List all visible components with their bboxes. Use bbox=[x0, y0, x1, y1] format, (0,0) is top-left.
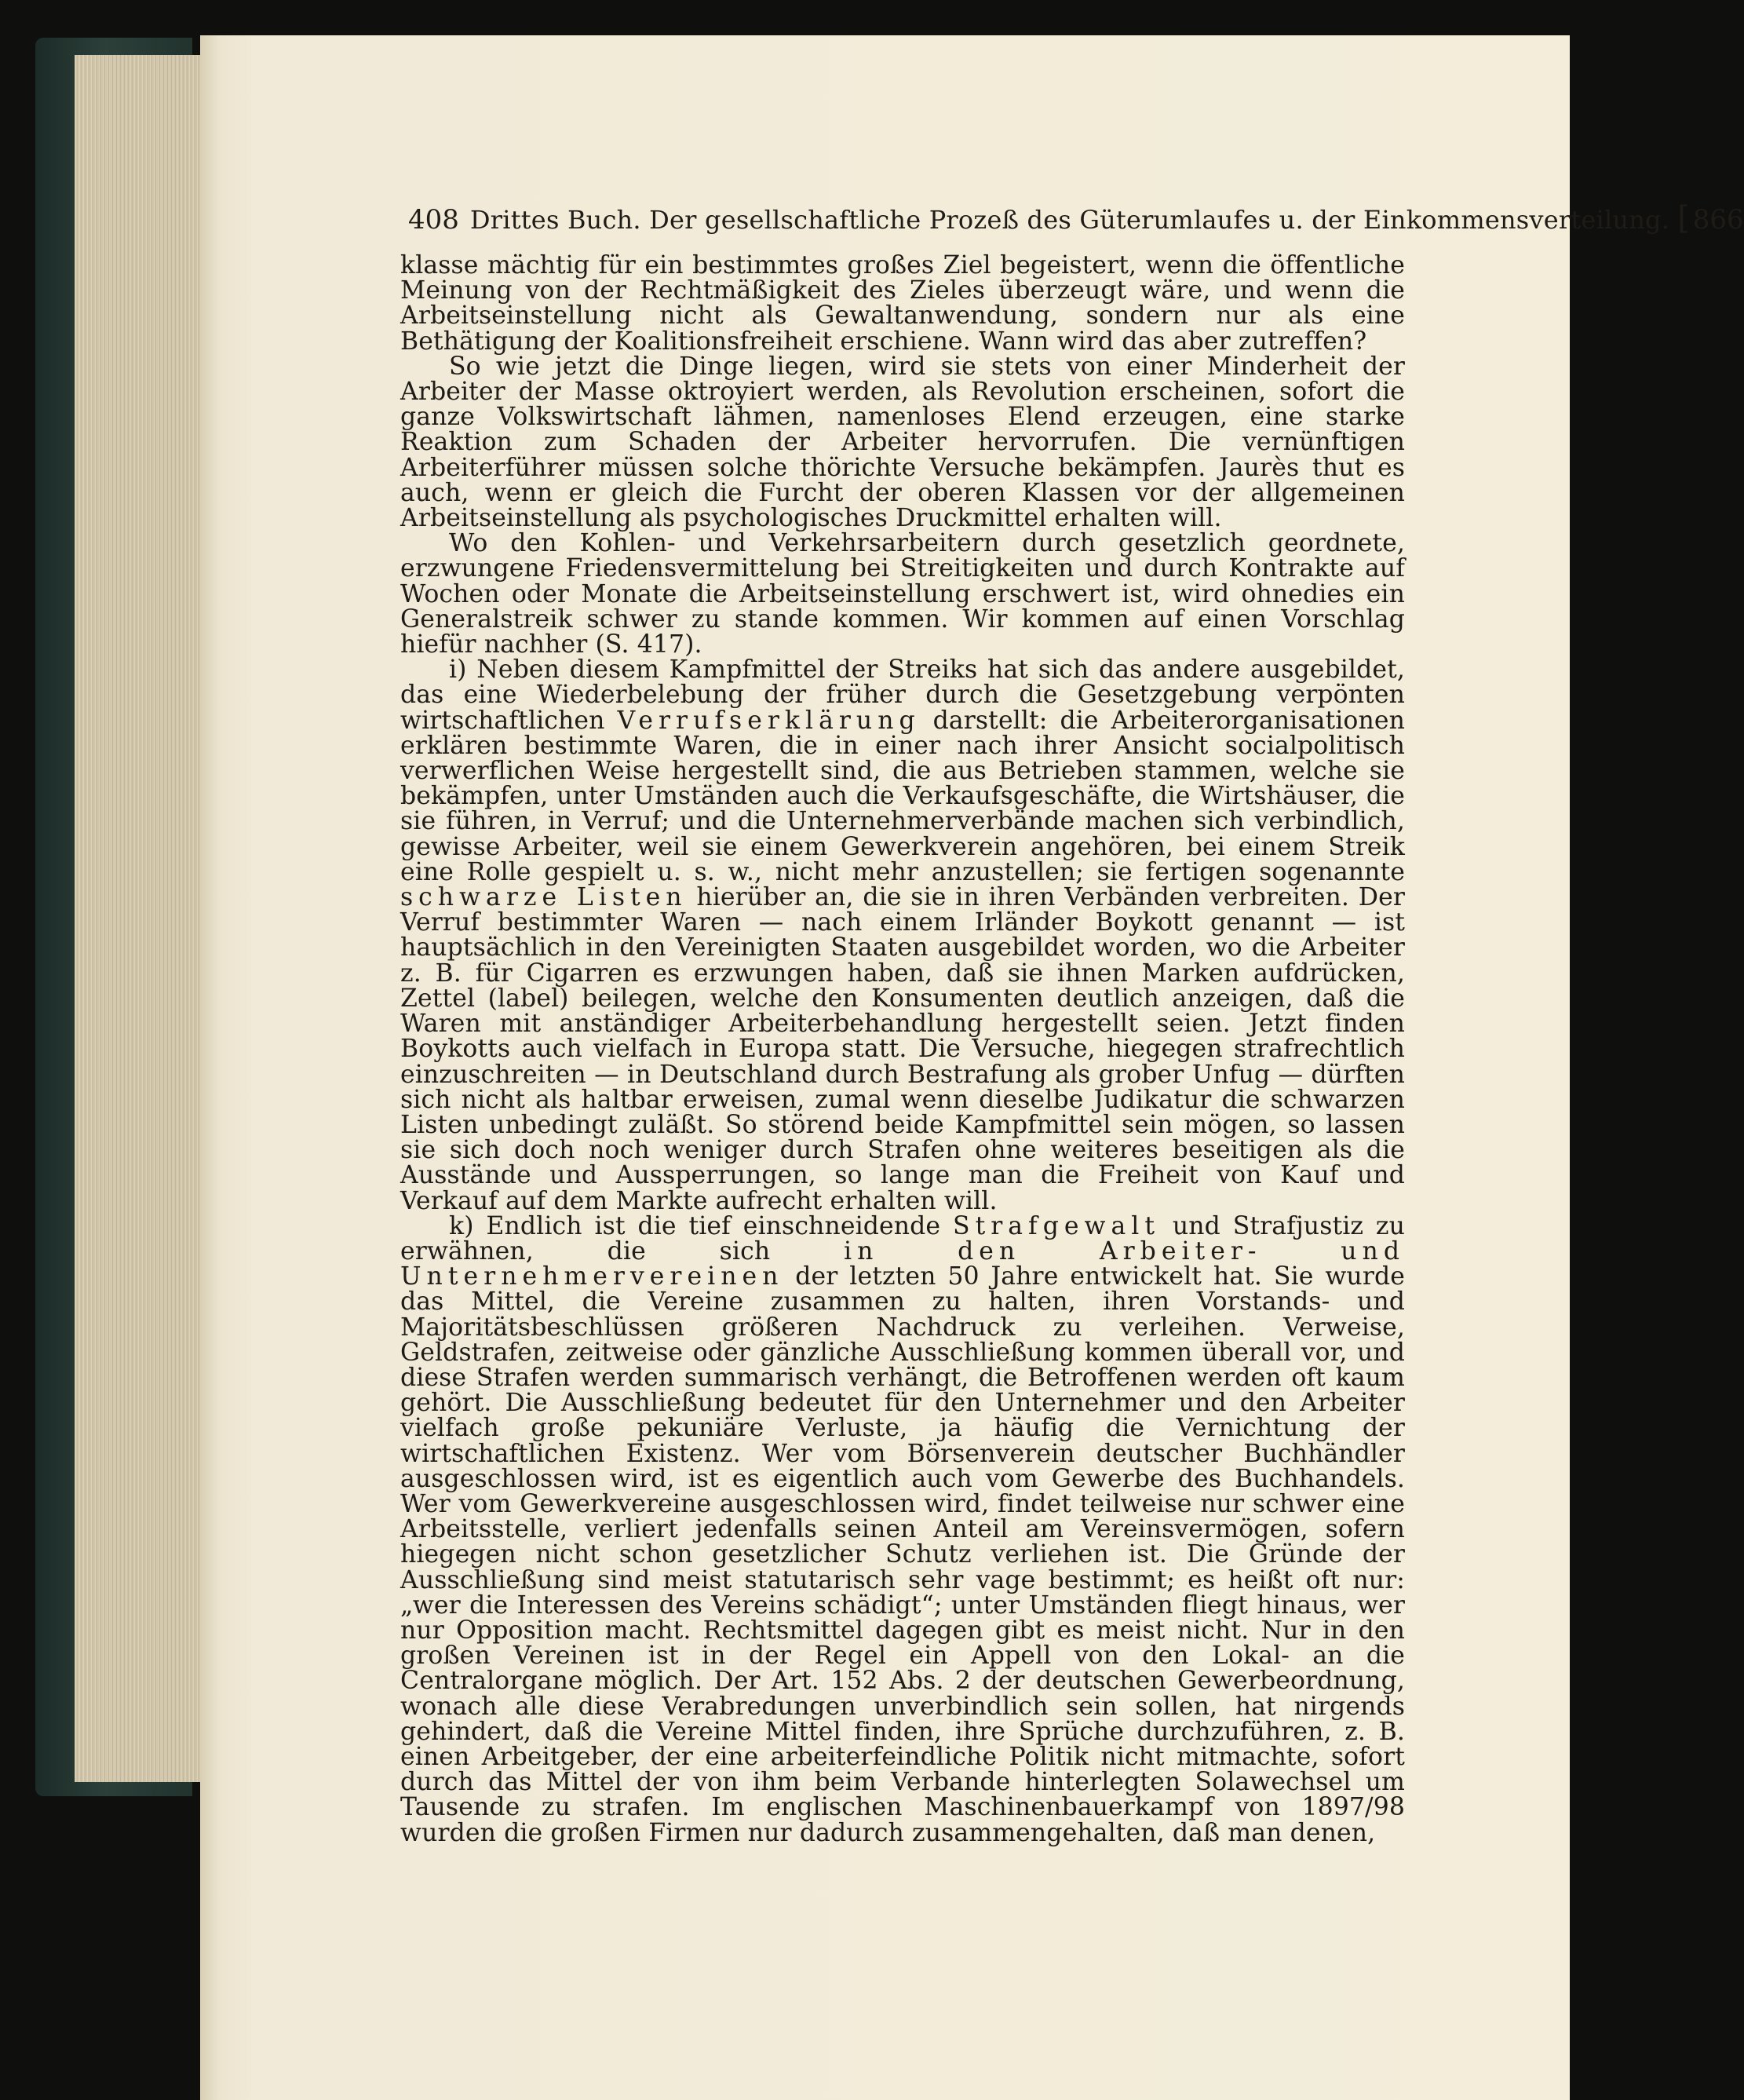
text-run: k) Endlich ist die tief einschneidende bbox=[449, 1211, 953, 1240]
running-head-title: Drittes Buch. Der gesellschaftliche Prozeß des Güterumlaufes u. der Einkommensverteilung. bbox=[469, 205, 1670, 235]
spaced-emphasis: Verrufserklärung bbox=[617, 706, 921, 735]
text-run: der letzten 50 Jahre entwickelt hat. Sie wurde das Mittel, die Vereine zusammen zu halten, ihren Vorstands- und Majoritätsbeschlüssen größeren Nachdruck zu verleihen. Verweise, Geldstrafen, zeitweise oder gänzliche Ausschließung kommen überall vor, und diese Strafen werden summarisch verhängt, die Betroffenen werden oft kaum gehört. Die Ausschließung bedeutet für den Unternehmer und den Arbeiter vielfach große pekuniäre Verluste, ja häufig die Vernichtung der wirtschaftlichen Existenz. Wer vom Börsenverein deutscher Buchhändler ausgeschlossen wird, ist es eigentlich auch vom Gewerbe des Buchhandels. Wer vom Gewerkvereine ausgeschlossen wird, findet teilweise nur schwer eine Arbeitsstelle, verliert jedenfalls seinen Anteil am Vereinsvermögen, sofern hiegegen nicht schon gesetzlicher Schutz verliehen ist. Die Gründe der Ausschließung sind meist statutarisch sehr vage bestimmt; es heißt oft nur: „wer die Interessen des Vereins schädigt“; unter Umständen fliegt hinaus, wer nur Opposition macht. Rechtsmittel dagegen gibt es meist nicht. Nur in den großen Vereinen ist in der Regel ein Appell von den Lokal- an die Centralorgane möglich. Der Art. 152 Abs. 2 der deutschen Gewerbeordnung, wonach alle diese Verabredungen unverbindlich sein sollen, hat nirgends gehindert, daß die Vereine Mittel finden, ihre Sprüche durchzuführen, z. B. einen Arbeitgeber, der eine arbeiterfeindliche Politik nicht mitmachte, sofort durch das Mittel der von ihm beim Verbande hinterlegten Solawechsel um Tausende zu strafen. Im englischen Maschinenbauerkampf von 1897/98 wurden die großen Firmen nur dadurch zusammengehalten, daß man denen, bbox=[400, 1262, 1405, 1847]
page-number: 408 bbox=[408, 204, 459, 236]
paragraph-section-i bbox=[400, 657, 1405, 1213]
text-run: hierüber an, die sie in ihren Verbänden verbreiten. Der Verruf bestimmter Waren — nach einem Irländer Boykott genannt — ist hauptsächlich in den Vereinigten Staaten ausgebildet worden, wo die Arbeiter z. B. für Cigarren es erzwungen haben, daß sie ihnen Marken aufdrücken, Zettel (label) beilegen, welche den Konsumenten deutlich anzeigen, daß die Waren mit anständiger Arbeiterbehandlung hergestellt seien. Jetzt finden Boykotts auch vielfach in Europa statt. Die Versuche, hiegegen strafrechtlich einzuschreiten — in Deutschland durch Bestrafung als grober Unfug — dürften sich nicht als haltbar erweisen, zumal wenn dieselbe Judikatur die schwarzen Listen unbedingt zuläßt. So störend beide Kampfmittel sein mögen, so lassen sie sich doch noch weniger durch Strafen ohne weiteres beseitigen als die Ausstände und Aussperrungen, so lange man die Freiheit von Kauf und Verkauf auf dem Markte aufrecht erhalten will. bbox=[400, 883, 1406, 1215]
spaced-emphasis: in den Arbeiter- und Unternehmervereinen bbox=[400, 1236, 1405, 1291]
text-run: und Strafjustiz zu erwähnen, die sich bbox=[400, 1211, 1405, 1265]
text-run: darstellt: die Arbeiterorganisationen erklären bestimmte Waren, die in einer nach ihrer Ansicht socialpolitisch verwerflichen Weise hergestellt sind, die aus Betrieben stammen, welche sie bekämpfen, unter Umständen auch die Verkaufsgeschäfte, die Wirtshäuser, die sie führen, in Verruf; und die Unternehmerverbände machen sich verbindlich, gewisse Arbeiter, weil sie einem Gewerkverein angehören, bei einem Streik eine Rolle gespielt u. s. w., nicht mehr anzustellen; sie fertigen sogenannte bbox=[400, 706, 1405, 886]
body-text bbox=[400, 253, 1405, 1846]
marginal-page-number: 866 bbox=[1692, 204, 1744, 236]
header-bracket: [ bbox=[1677, 200, 1690, 236]
paragraph-continued: klasse mächtig für ein bestimmtes großes Ziel begeistert, wenn die öffentliche Meinung von der Rechtmäßigkeit des Zieles überzeugt wäre, und wenn die Arbeitseinstellung nicht als Gewaltanwendung, sondern nur als eine Bethätigung der Koalitionsfreiheit erschiene. Wann wird das aber zutreffen? bbox=[400, 251, 1405, 356]
spaced-emphasis: Strafgewalt bbox=[952, 1211, 1161, 1240]
paragraph-section-k bbox=[400, 1211, 1405, 1847]
text-run: i) Neben diesem Kampfmittel der Streiks hat sich das andere ausgebildet, das eine Wiederbelebung der früher durch die Gesetzgebung verpönten wirtschaftlichen bbox=[400, 656, 1405, 735]
spaced-emphasis: schwarze Listen bbox=[400, 883, 688, 912]
running-header bbox=[408, 200, 1744, 247]
page-edges bbox=[75, 55, 204, 1782]
paragraph: So wie jetzt die Dinge liegen, wird sie stets von einer Minderheit der Arbeiter der Masse oktroyiert werden, als Revolution erscheinen, sofort die ganze Volkswirtschaft lähmen, namenloses Elend erzeugen, eine starke Reaktion zum Schaden der Arbeiter hervorrufen. Die vernünftigen Arbeiterführer müssen solche thörichte Versuche bekämpfen. Jaurès thut es auch, wenn er gleich die Furcht der oberen Klassen vor der allgemeinen Arbeitseinstellung als psychologisches Druckmittel erhalten will. bbox=[400, 352, 1405, 533]
paragraph: Wo den Kohlen- und Verkehrsarbeitern durch gesetzlich geordnete, erzwungene Friedensvermittelung bei Streitigkeiten und durch Kontrakte auf Wochen oder Monate die Arbeitseinstellung erschwert ist, wird ohnedies ein Generalstreik schwer zu stande kommen. Wir kommen auf einen Vorschlag hiefür nachher (S. 417). bbox=[400, 529, 1405, 659]
